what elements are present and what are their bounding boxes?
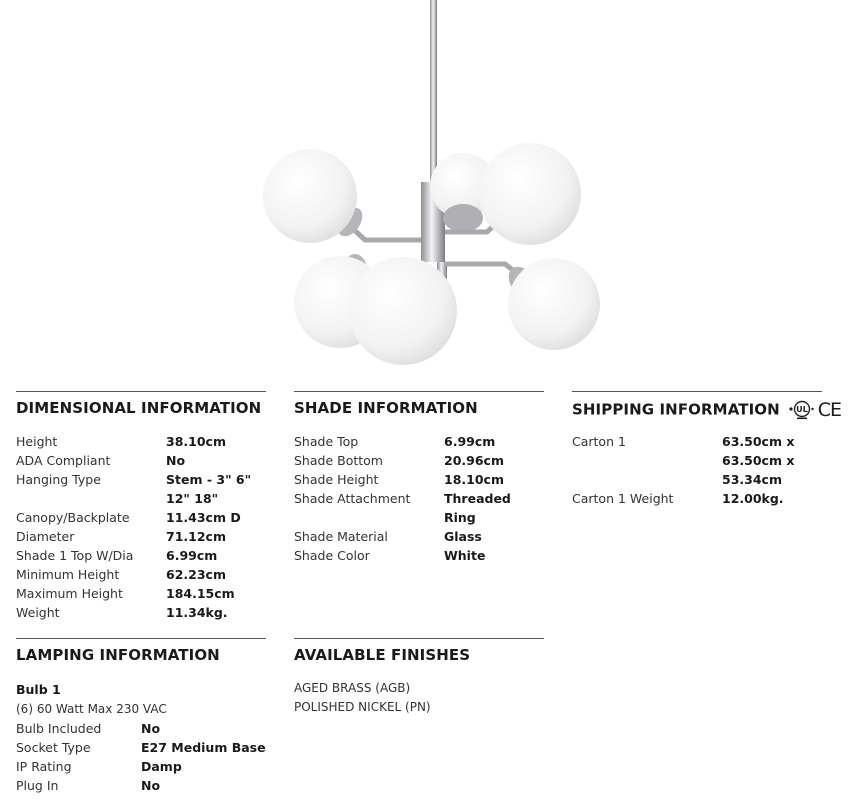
- finishes-section: [294, 638, 544, 714]
- spec-key: Shade Height: [294, 472, 379, 487]
- spec-row-carton: [572, 432, 849, 489]
- spec-value: 11.43cm D: [166, 510, 241, 525]
- spec-row-canopy: [16, 508, 266, 527]
- lamping-title: LAMPING INFORMATION: [16, 646, 220, 664]
- section-divider: [572, 391, 822, 392]
- spec-key: Bulb Included: [16, 721, 102, 736]
- spec-key: Diameter: [16, 529, 75, 544]
- spec-row-shade-top: [294, 432, 544, 451]
- spec-row-shade-attachment: [294, 489, 544, 527]
- spec-value: 18.10cm: [444, 472, 504, 487]
- spec-value: 6.99cm: [444, 434, 496, 449]
- ul-listed-icon: [788, 400, 814, 420]
- spec-value: 71.12cm: [166, 529, 226, 544]
- spec-key: Maximum Height: [16, 586, 123, 601]
- spec-row-ada: [16, 451, 266, 470]
- finishes-title: AVAILABLE FINISHES: [294, 646, 471, 664]
- spec-value: Stem - 3" 6" 12" 18": [166, 472, 252, 506]
- dimensional-section: [16, 391, 266, 620]
- dimensional-title: DIMENSIONAL INFORMATION: [16, 399, 262, 417]
- spec-key: IP Rating: [16, 759, 72, 774]
- spec-key: Shade Top: [294, 434, 359, 449]
- spec-value: 184.15cm: [166, 586, 235, 601]
- spec-key: Hanging Type: [16, 472, 101, 487]
- spec-key: Carton 1 Weight: [572, 491, 674, 506]
- spec-value: 20.96cm: [444, 453, 504, 468]
- spec-row-shade-height: [294, 470, 544, 489]
- spec-value: 63.50cm x 63.50cm x 53.34cm: [722, 434, 795, 487]
- spec-key: Shade 1 Top W/Dia: [16, 548, 134, 563]
- shipping-section: [572, 391, 842, 506]
- spec-row-socket-type: [16, 738, 266, 757]
- spec-value: White: [444, 548, 486, 563]
- lamping-section: [16, 638, 266, 793]
- spec-key: Canopy/Backplate: [16, 510, 130, 525]
- spec-key: Carton 1: [572, 434, 626, 449]
- spec-row-weight: [16, 603, 266, 622]
- spec-row-shade-bottom: [294, 451, 544, 470]
- section-divider: [16, 638, 266, 639]
- spec-value: Glass: [444, 529, 482, 544]
- spec-row-shade-top: [16, 546, 266, 565]
- finish-item: AGED BRASS (AGB): [294, 681, 411, 695]
- section-divider: [294, 638, 544, 639]
- spec-key: Shade Material: [294, 529, 388, 544]
- spec-value: Damp: [141, 759, 182, 774]
- spec-key: Plug In: [16, 778, 59, 793]
- finish-item: POLISHED NICKEL (PN): [294, 700, 431, 714]
- spec-value: E27 Medium Base: [141, 740, 266, 755]
- spec-row-plug-in: [16, 776, 266, 795]
- spec-key: ADA Compliant: [16, 453, 111, 468]
- spec-value: 12.00kg.: [722, 491, 784, 506]
- spec-row-carton-weight: [572, 489, 849, 508]
- chandelier-image: [255, 0, 605, 372]
- spec-row-height: [16, 432, 266, 451]
- spec-value: No: [141, 721, 161, 736]
- bulb-title: Bulb 1: [16, 682, 61, 697]
- spec-key: Shade Attachment: [294, 491, 411, 506]
- spec-key: Minimum Height: [16, 567, 120, 582]
- spec-key: Weight: [16, 605, 60, 620]
- shipping-title-text: SHIPPING INFORMATION: [572, 400, 780, 419]
- spec-row-diameter: [16, 527, 266, 546]
- spec-row-ip-rating: [16, 757, 266, 776]
- spec-value: 62.23cm: [166, 567, 226, 582]
- spec-row-shade-color: [294, 546, 544, 565]
- shade-title: SHADE INFORMATION: [294, 399, 478, 417]
- spec-row-max-height: [16, 584, 266, 603]
- spec-row-bulb-included: [16, 719, 266, 738]
- spec-value: No: [166, 453, 186, 468]
- spec-key: Shade Color: [294, 548, 370, 563]
- spec-key: Socket Type: [16, 740, 91, 755]
- shade-section: [294, 391, 544, 563]
- spec-key: Height: [16, 434, 58, 449]
- ul-mark-text: UL: [795, 405, 808, 415]
- spec-row-hanging-type: [16, 470, 266, 508]
- certification-marks: [788, 399, 841, 421]
- spec-value: 6.99cm: [166, 548, 218, 563]
- spec-row-min-height: [16, 565, 266, 584]
- spec-value: No: [141, 778, 161, 793]
- ce-mark-icon: CE: [817, 399, 842, 421]
- spec-row-shade-material: [294, 527, 544, 546]
- section-divider: [16, 391, 266, 392]
- spec-value: Threaded Ring: [444, 491, 511, 525]
- bulb-description: (6) 60 Watt Max 230 VAC: [16, 702, 167, 716]
- shipping-title: [572, 399, 841, 421]
- spec-value: 38.10cm: [166, 434, 226, 449]
- spec-value: 11.34kg.: [166, 605, 228, 620]
- spec-key: Shade Bottom: [294, 453, 383, 468]
- section-divider: [294, 391, 544, 392]
